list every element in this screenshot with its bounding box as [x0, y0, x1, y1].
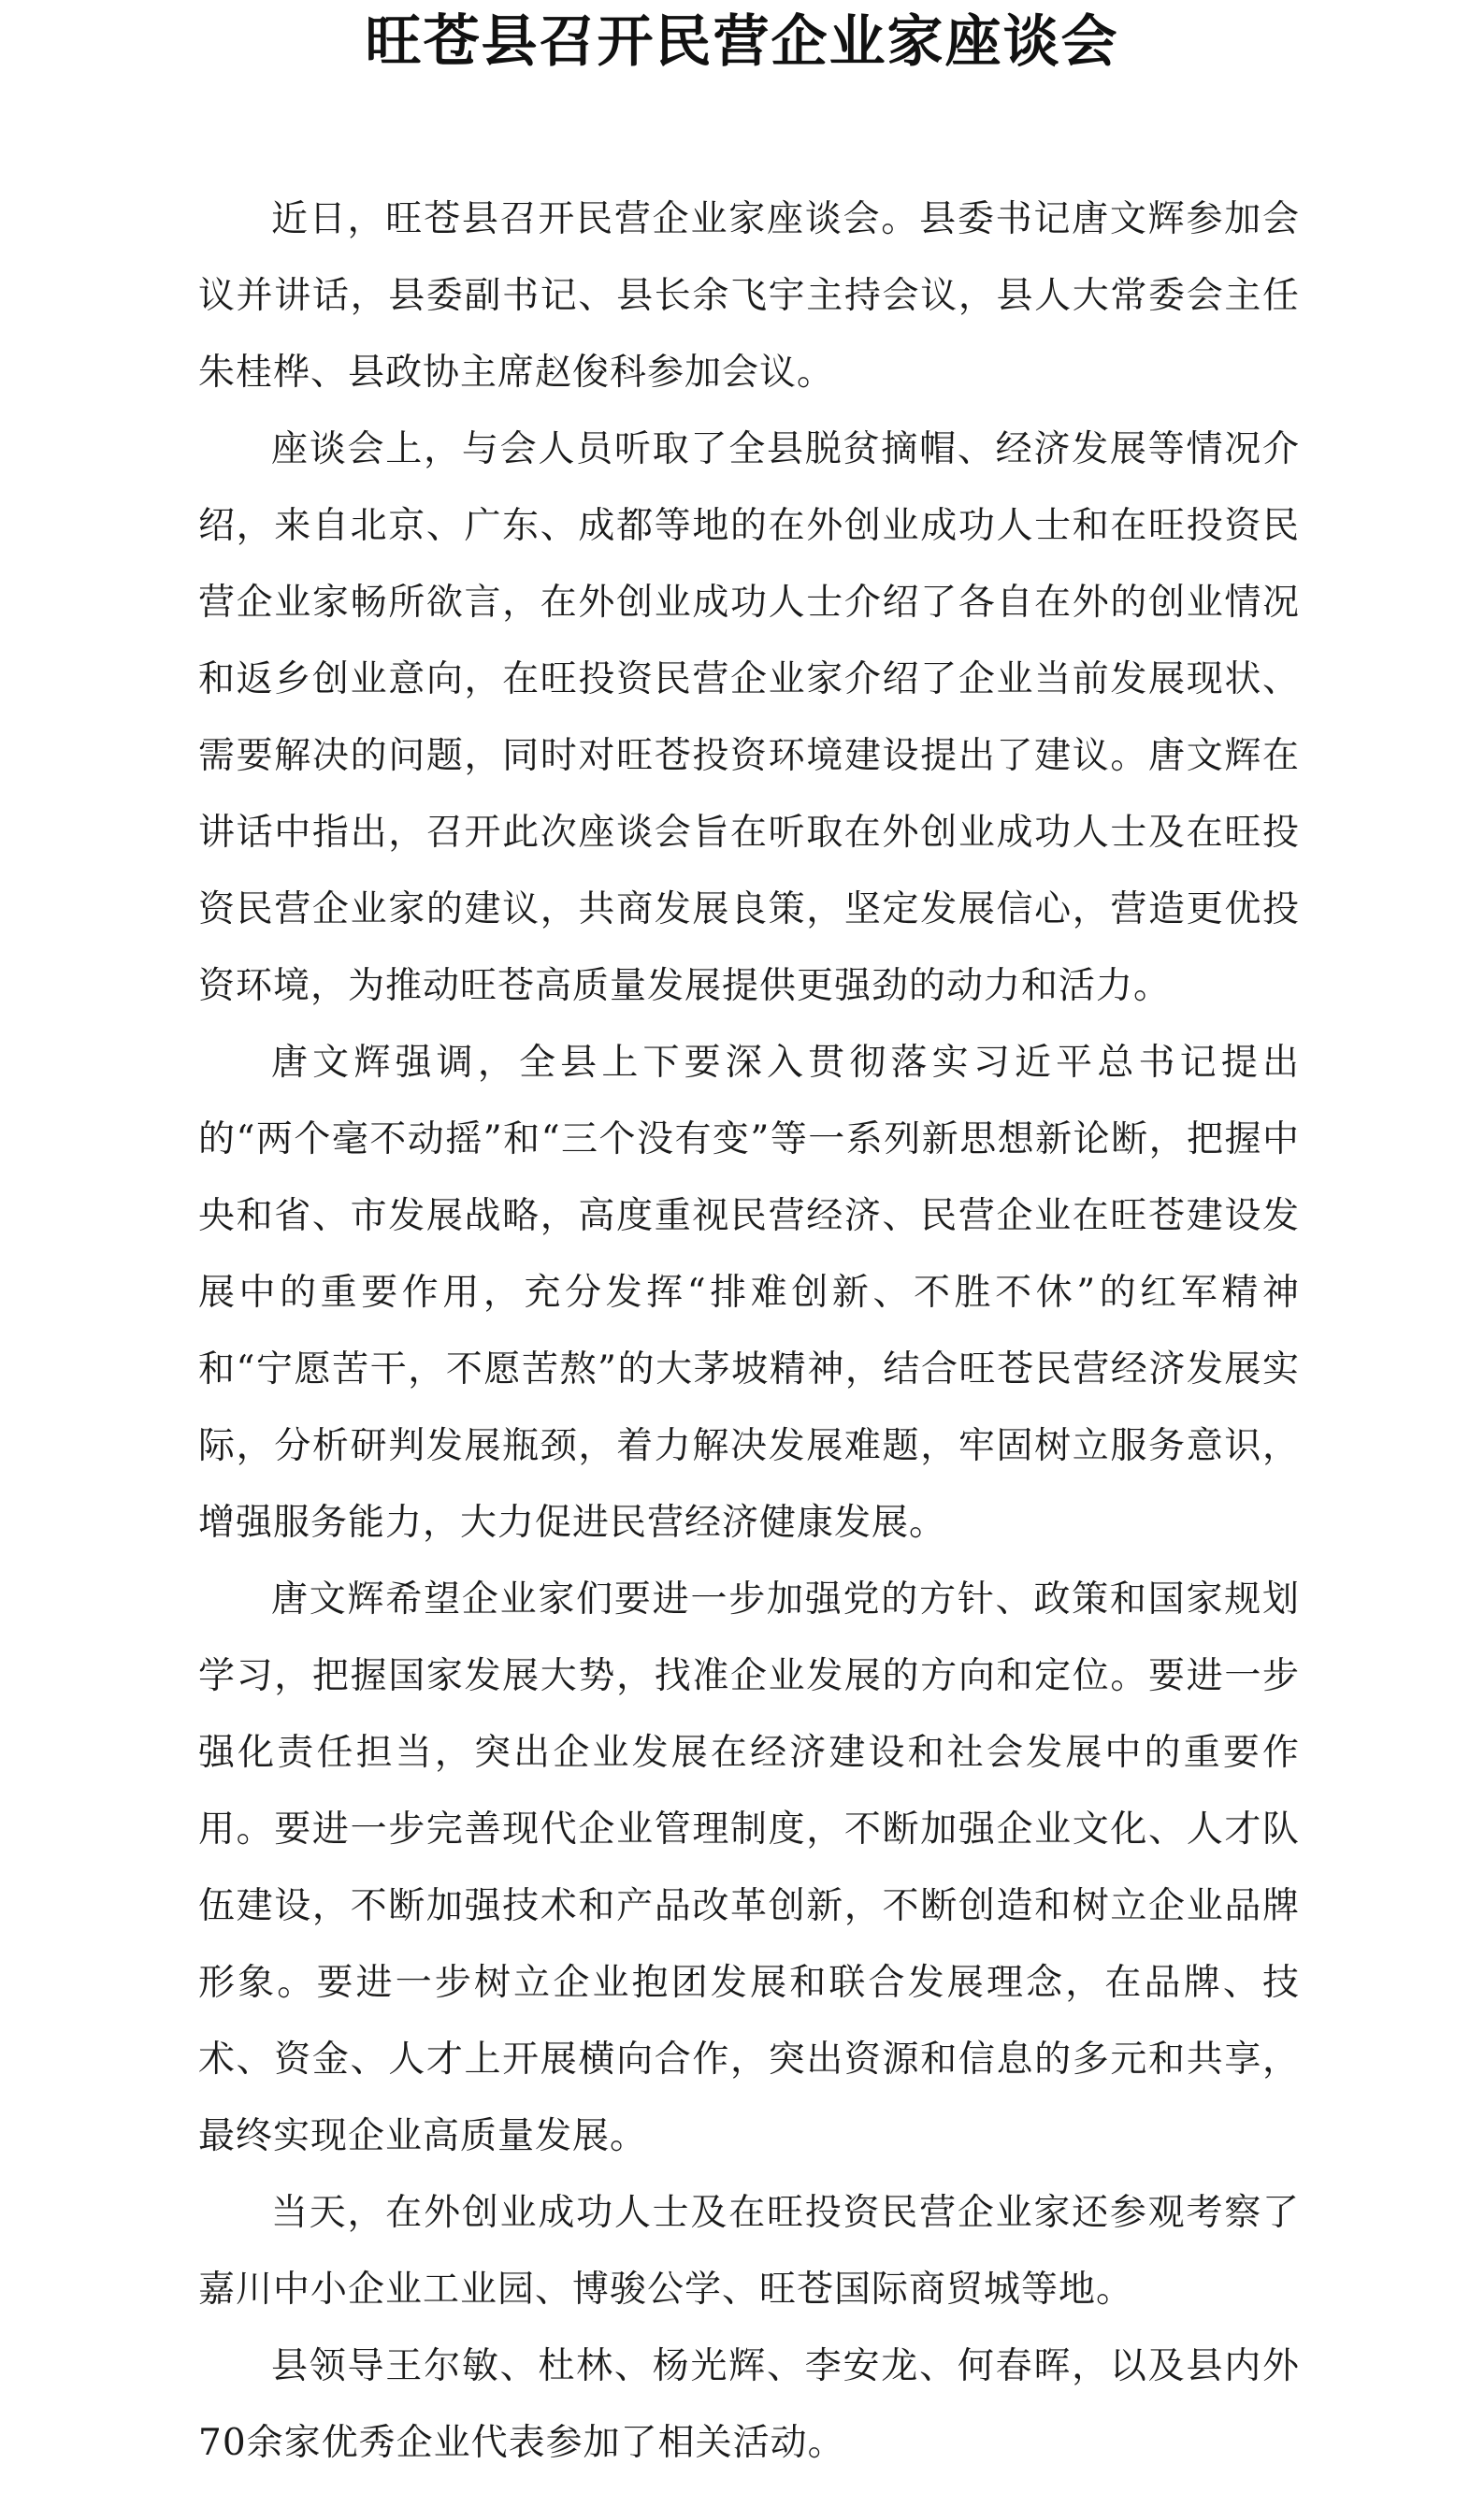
- paragraph-4: 唐文辉希望企业家们要进一步加强党的方针、政策和国家规划学习，把握国家发展大势，找准企业发展的方向和定位。要进一步强化责任担当，突出企业发展在经济建设和社会发展中的重要作用。要进一步完善现代企业管理制度，不断加强企业文化、人才队伍建设，不断加强技术和产品改革创新，不断创造和树立企业品牌形象。要进一步树立企业抱团发展和联合发展理念，在品牌、技术、资金、人才上开展横向合作，突出资源和信息的多元和共享，最终实现企业高质量发展。: [198, 1578, 1300, 2157]
- paragraph-5: 当天，在外创业成功人士及在旺投资民营企业家还参观考察了嘉川中小企业工业园、博骏公学、旺苍国际商贸城等地。: [198, 2192, 1300, 2311]
- paragraph-2: 座谈会上，与会人员听取了全县脱贫摘帽、经济发展等情况介绍，来自北京、广东、成都等地的在外创业成功人士和在旺投资民营企业家畅所欲言，在外创业成功人士介绍了各自在外的创业情况和返乡创业意向，在旺投资民营企业家介绍了企业当前发展现状、需要解决的问题，同时对旺苍投资环境建设提出了建议。唐文辉在讲话中指出，召开此次座谈会旨在听取在外创业成功人士及在旺投资民营企业家的建议，共商发展良策，坚定发展信心，营造更优投资环境，为推动旺苍高质量发展提供更强劲的动力和活力。: [198, 428, 1300, 1007]
- paragraph-3: 唐文辉强调，全县上下要深入贯彻落实习近平总书记提出的“两个毫不动摇”和“三个没有变”等一系列新思想新论断，把握中央和省、市发展战略，高度重视民营经济、民营企业在旺苍建设发展中的重要作用，充分发挥“排难创新、不胜不休”的红军精神和“宁愿苦干，不愿苦熬”的大茅坡精神，结合旺苍民营经济发展实际，分析研判发展瓶颈，着力解决发展难题，牢固树立服务意识，增强服务能力，大力促进民营经济健康发展。: [198, 1042, 1300, 1544]
- document-title: 旺苍县召开民营企业家座谈会: [365, 9, 1119, 75]
- paragraph-6: 县领导王尔敏、杜林、杨光辉、李安龙、何春晖，以及县内外70余家优秀企业代表参加了相关活动。: [198, 2345, 1300, 2464]
- paragraph-1: 近日，旺苍县召开民营企业家座谈会。县委书记唐文辉参加会议并讲话，县委副书记、县长余飞宇主持会议，县人大常委会主任朱桂桦、县政协主席赵俊科参加会议。: [198, 198, 1300, 394]
- article-body: [198, 181, 1300, 2482]
